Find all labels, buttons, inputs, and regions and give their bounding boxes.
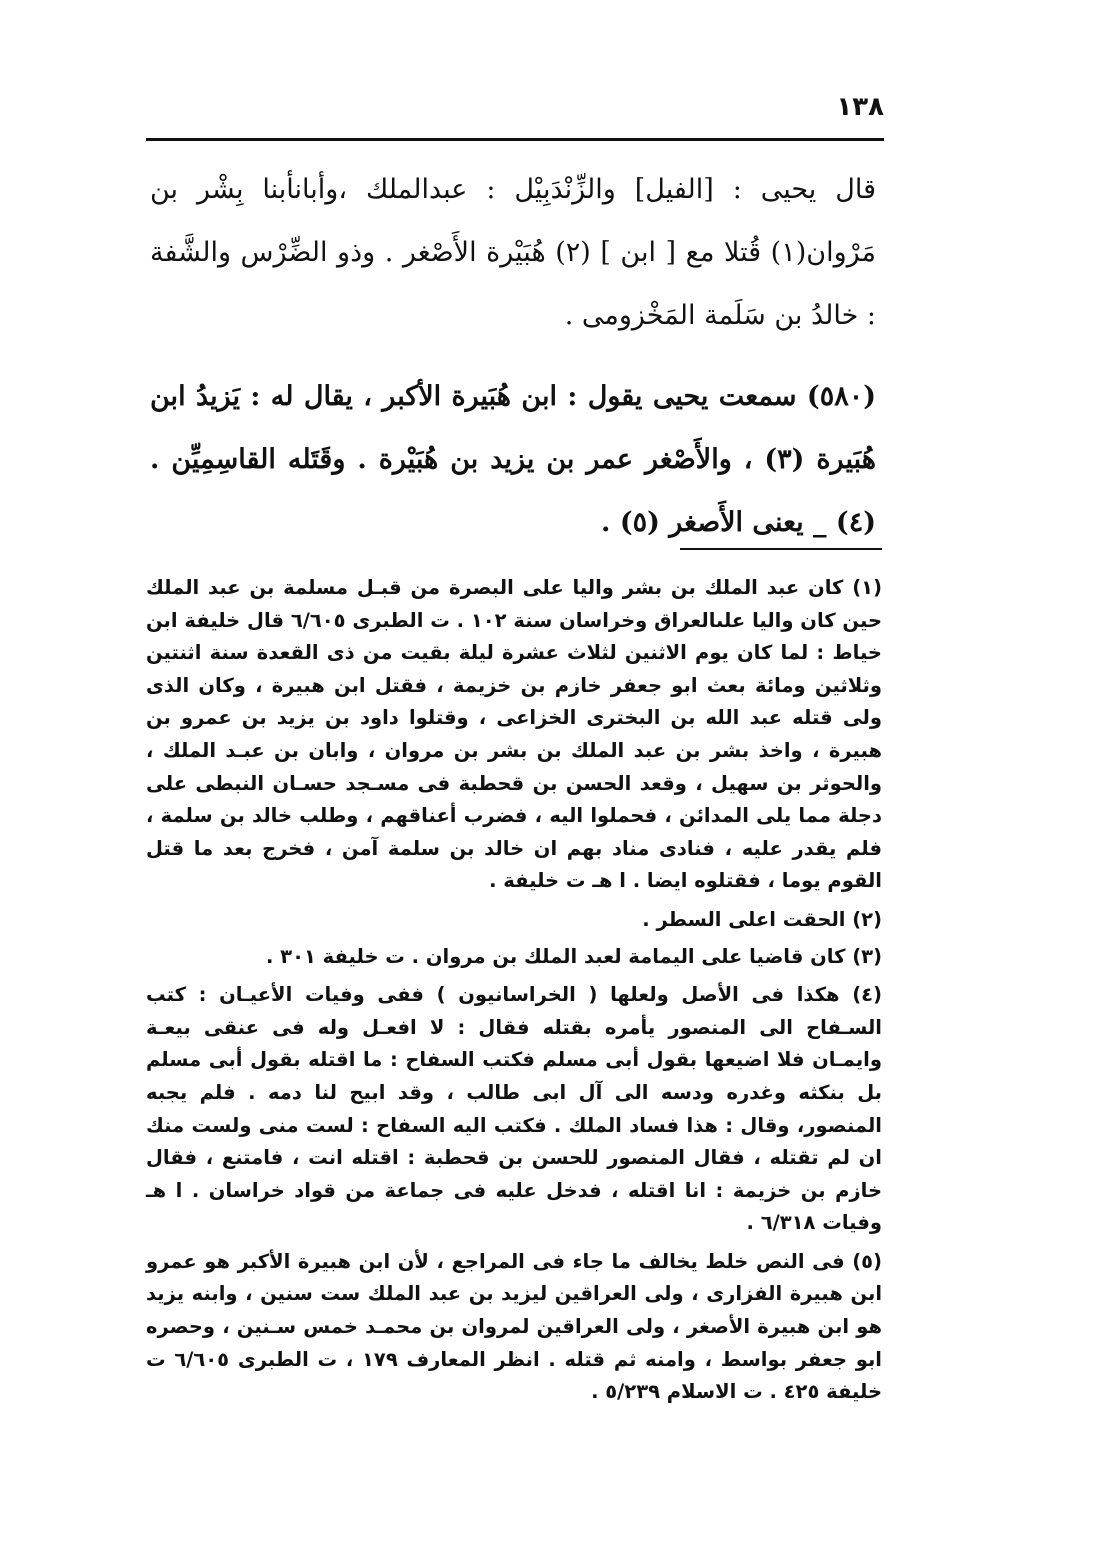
page-number: ١٣٨ (836, 92, 884, 122)
footnote-separator (680, 548, 882, 550)
main-text (150, 158, 876, 554)
footnote-3: (٣) كان قاضيا على اليمامة لعبد الملك بن مروان . ت خليفة ٣٠١ . (265, 944, 882, 968)
main-paragraph-580: (٥٨٠) سمعت يحيى يقول : ابن هُبَيرة الأكبر ، يقال له : يَزيدُ ابن هُبَيرة (٣) ، والأَصْغر عمر بن يزيد بن هُبَيْرة . وقَتَله القاسِمِيِّن . (٤) _ يعنى الأَصغر (٥) . (150, 381, 876, 538)
footnote-2: (٢) الحقت اعلى السطر . (642, 907, 882, 931)
footnotes (146, 572, 882, 1413)
footnote-5: (٥) فى النص خلط يخالف ما جاء فى المراجع ، لأن ابن هبيرة الأكبر هو عمرو ابن هبيرة الفزارى ، ولى العراقين ليزيد بن عبد الملك ست سنين ، وابنه يزيد هو ابن هبيرة الأصغر ، ولى العراقين لمروان بن محمـد خمس سـنين ، وحصره ابو جعفر بواسط ، وامنه ثم قتله . انظر المعارف ١٧٩ ، ت الطبرى ٦/٦٠٥ ت خليفة ٤٢٥ . ت الاسلام ٥/٢٣٩ . (146, 1249, 882, 1404)
header-rule (146, 138, 884, 141)
main-paragraph-1: قال يحيى : [الفيل] والزِّنْدَبِيْل : عبدالملك ،وأبانأبنا بِشْر بن مَرْوان(١) قُتلا مع [ ابن ] (٢) هُبَيْرة الأَصْغر . وذو الضِّرْس والشَّفة : خالدُ بن سَلَمة المَخْزومى . (150, 174, 876, 331)
footnote-1: (١) كان عبد الملك بن بشر واليا على البصرة من قبـل مسلمة بن عبد الملك حين كان واليا علىالعراق وخراسان سنة ١٠٢ . ت الطبرى ٦/٦٠٥ قال خليفة ابن خياط : لما كان يوم الاثنين لثلاث عشرة ليلة بقيت من ذى القعدة سنة اثنتين وثلاثين ومائة بعث ابو جعفر خازم بن خزيمة ، فقتل ابن هبيرة ، وكان الذى ولى قتله عبد الله بن البخترى الخزاعى ، وقتلوا داود بن يزيد بن عمرو بن هبيرة ، واخذ بشر بن عبد الملك بن بشر بن مروان ، وابان بن عبـد الملك ، والحوثر بن سهيل ، وقعد الحسن بن قحطبة فى مسـجد حسـان النبطى على دجلة مما يلى المدائن ، فحملوا اليه ، فضرب أعناقهم ، وطلب خالد بن سلمة ، فلم يقدر عليه ، فنادى مناد بهم ان خالد بن سلمة آمن ، فخرج بعد ما قتل القوم يوما ، فقتلوه ايضا . ا هـ ت خليفة . (146, 576, 882, 893)
footnote-4: (٤) هكذا فى الأصل ولعلها ( الخراسانيون ) ففى وفيات الأعيـان : كتب السـفاح الى المنصور يأمره بقتله فقال : لا افعـل وله فى عنقى بيعـة وايمـان فلا اضيعها بقول أبى مسلم فكتب السفاح : ما اقتله بقول أبى مسلم بل بنكثه وغدره ودسه الى آل ابى طالب ، وقد ابيح لنا دمه . فلم يجبه المنصور، وقال : هذا فساد الملك . فكتب اليه السفاح : لست منى ولست منك ان لم تقتله ، فقال المنصور للحسن بن قحطبة : اقتله انت ، فامتنع ، فقال خازم بن خزيمة : انا اقتله ، فدخل عليه فى جماعة من قواد خراسان . ا هـ وفيات ٦/٣١٨ . (146, 983, 882, 1235)
